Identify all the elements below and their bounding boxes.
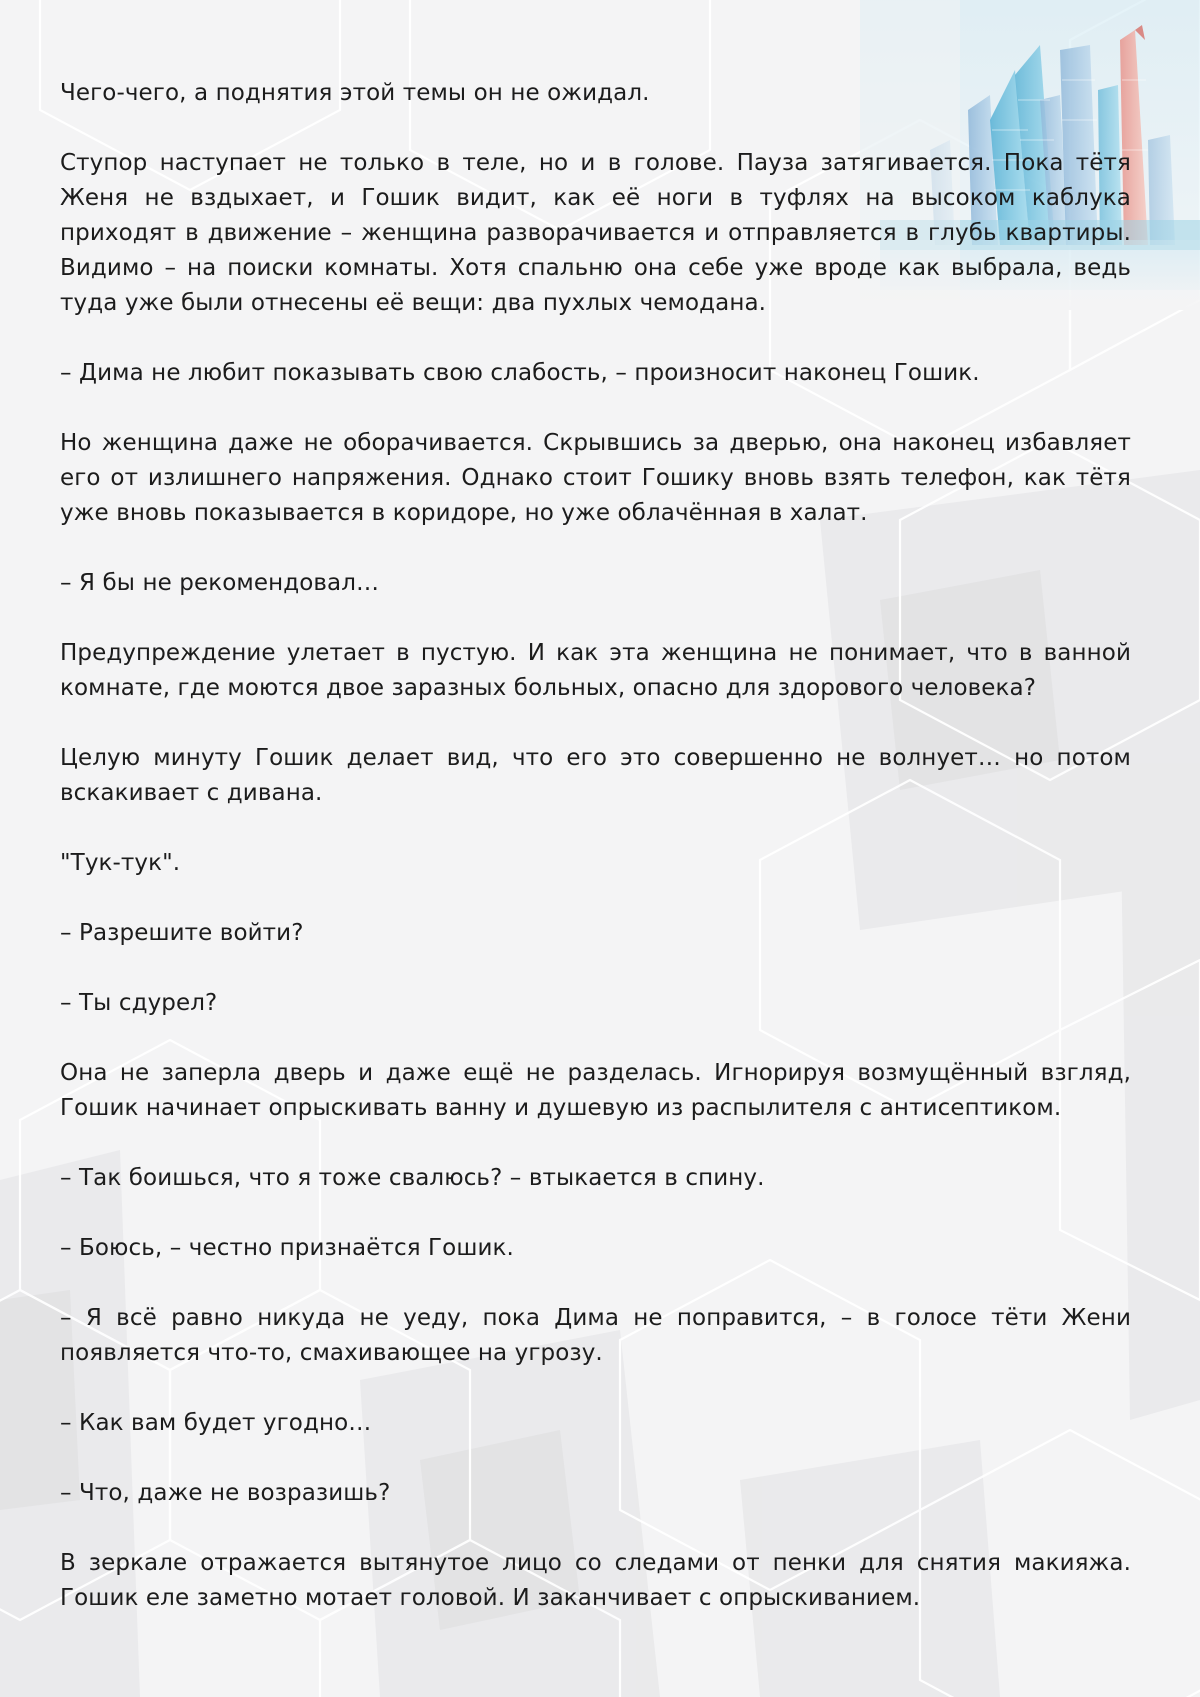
paragraph: Чего-чего, а поднятия этой темы он не ожидал. [60,80,650,106]
paragraph: – Разрешите войти? [60,920,304,946]
paragraph: – Как вам будет угодно… [60,1410,372,1436]
paragraph: В зеркале отражается вытянутое лицо со следами от пенки для снятия макияжа. Гошик еле заметно мотает головой. И заканчивает с опрыскиванием. [60,1550,1131,1611]
paragraph: Ступор наступает не только в теле, но и в голове. Пауза затягивается. Пока тётя Женя не вздыхает, и Гошик видит, как её ноги в туфлях на высоком каблука приходят в движение – женщина разворачивается и отправляется в глубь квартиры. Видимо – на поиски комнаты. Хотя спальню она себе уже вроде как выбрала, ведь туда уже были отнесены её вещи: два пухлых чемодана. [60,150,1131,316]
paragraph: "Тук-тук". [60,850,181,876]
paragraph: – Я бы не рекомендовал… [60,570,380,596]
paragraph: – Что, даже не возразишь? [60,1480,391,1506]
paragraph: Она не заперла дверь и даже ещё не разделась. Игнорируя возмущённый взгляд, Гошик начинает опрыскивать ванну и душевую из распылителя с антисептиком. [60,1060,1131,1121]
paragraph: – Ты сдурел? [60,990,218,1016]
paragraph: Но женщина даже не оборачивается. Скрывшись за дверью, она наконец избавляет его от излишнего напряжения. Однако стоит Гошику вновь взять телефон, как тётя уже вновь показывается в коридоре, но уже облачённая в халат. [60,430,1131,526]
paragraph: Целую минуту Гошик делает вид, что его это совершенно не волнует… но потом вскакивает с дивана. [60,745,1131,806]
paragraph: Предупреждение улетает в пустую. И как эта женщина не понимает, что в ванной комнате, где моются двое заразных больных, опасно для здорового человека? [60,640,1131,701]
paragraph: – Дима не любит показывать свою слабость, – произносит наконец Гошик. [60,360,980,386]
paragraph: – Я всё равно никуда не уеду, пока Дима не поправится, – в голосе тёти Жени появляется что-то, смахивающее на угрозу. [60,1305,1131,1366]
story-text [60,76,1131,1651]
paragraph: – Так боишься, что я тоже свалюсь? – втыкается в спину. [60,1165,765,1191]
paragraph: – Боюсь, – честно признаётся Гошик. [60,1235,514,1261]
